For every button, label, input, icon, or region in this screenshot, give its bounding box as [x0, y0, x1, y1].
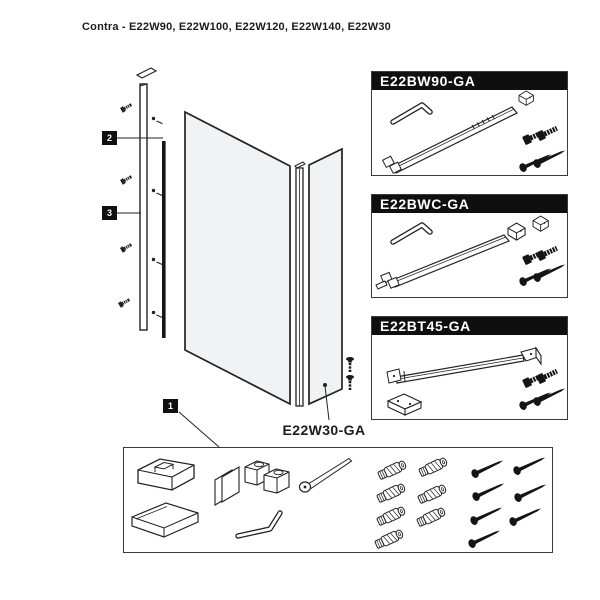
- wall-anchor-icon: [374, 528, 404, 549]
- profile-screw-icon: [120, 174, 133, 185]
- allen-key-icon: [238, 513, 280, 536]
- profile-screw-icon: [120, 102, 133, 113]
- fixing-screw-icon: [469, 503, 504, 526]
- screw-icon: [532, 384, 567, 407]
- large-glass-panel-icon: [185, 112, 290, 404]
- glass-channel-profile-icon: [162, 141, 166, 338]
- panel-screw-icon: [346, 357, 354, 373]
- wall-profile-icon: [140, 84, 147, 330]
- channel-screw-icon: [152, 311, 163, 318]
- glass-bracket-icon: [388, 394, 421, 415]
- wall-anchor-icon: [376, 482, 406, 503]
- profile-screw-icon: [118, 297, 131, 308]
- corner-profile-icon: [295, 162, 305, 406]
- support-bar-icon: [387, 355, 524, 383]
- cover-cap-icon: [132, 503, 198, 537]
- page-title: Contra - E22W90, E22W100, E22W120, E22W140, E22W30: [82, 21, 391, 33]
- wall-anchor-icon: [377, 459, 407, 480]
- callout-2: 2: [102, 131, 117, 145]
- small-glass-panel-icon: [309, 149, 342, 404]
- hex-bolt-icon: [536, 244, 559, 261]
- top-cap-icon: [137, 68, 156, 78]
- allen-key-icon: [393, 225, 430, 242]
- wall-connector-icon: [519, 91, 533, 105]
- fixing-screw-icon: [512, 453, 547, 476]
- fixing-screw-icon: [508, 504, 543, 527]
- fixing-pin-icon: [300, 459, 352, 493]
- screw-icon: [532, 260, 567, 283]
- part-box-header: E22BT45-GA: [372, 317, 567, 335]
- part-box-header: E22BW90-GA: [372, 72, 567, 90]
- wall-anchor-icon: [417, 483, 447, 504]
- profile-screw-icon: [120, 242, 133, 253]
- panel-screw-icon: [346, 375, 354, 391]
- hex-bolt-icon: [536, 124, 559, 141]
- fixing-screw-icon: [467, 526, 502, 549]
- channel-screw-icon: [152, 117, 163, 124]
- channel-screw-icon: [152, 258, 163, 265]
- callout-1: 1: [163, 399, 178, 413]
- allen-key-icon: [393, 105, 430, 122]
- connector-block-icon: [508, 223, 525, 240]
- clamp-set-icon: [215, 461, 289, 505]
- part-box-header: E22BWC-GA: [372, 195, 567, 213]
- channel-screw-icon: [152, 189, 163, 196]
- leader-dot: [323, 383, 327, 387]
- wall-anchor-icon: [418, 456, 448, 477]
- fixing-screw-icon: [471, 479, 506, 502]
- callout-3: 3: [102, 206, 117, 220]
- screw-icon: [532, 146, 567, 169]
- panel-part-number: E22W30-GA: [282, 422, 366, 438]
- wall-anchor-icon: [416, 506, 446, 527]
- glass-clamp-icon: [138, 459, 194, 490]
- fixing-screw-icon: [513, 480, 548, 503]
- wall-anchor-icon: [376, 505, 406, 526]
- fixing-screw-icon: [470, 456, 505, 479]
- hex-bolt-icon: [536, 367, 559, 384]
- connector-block-icon: [533, 216, 548, 231]
